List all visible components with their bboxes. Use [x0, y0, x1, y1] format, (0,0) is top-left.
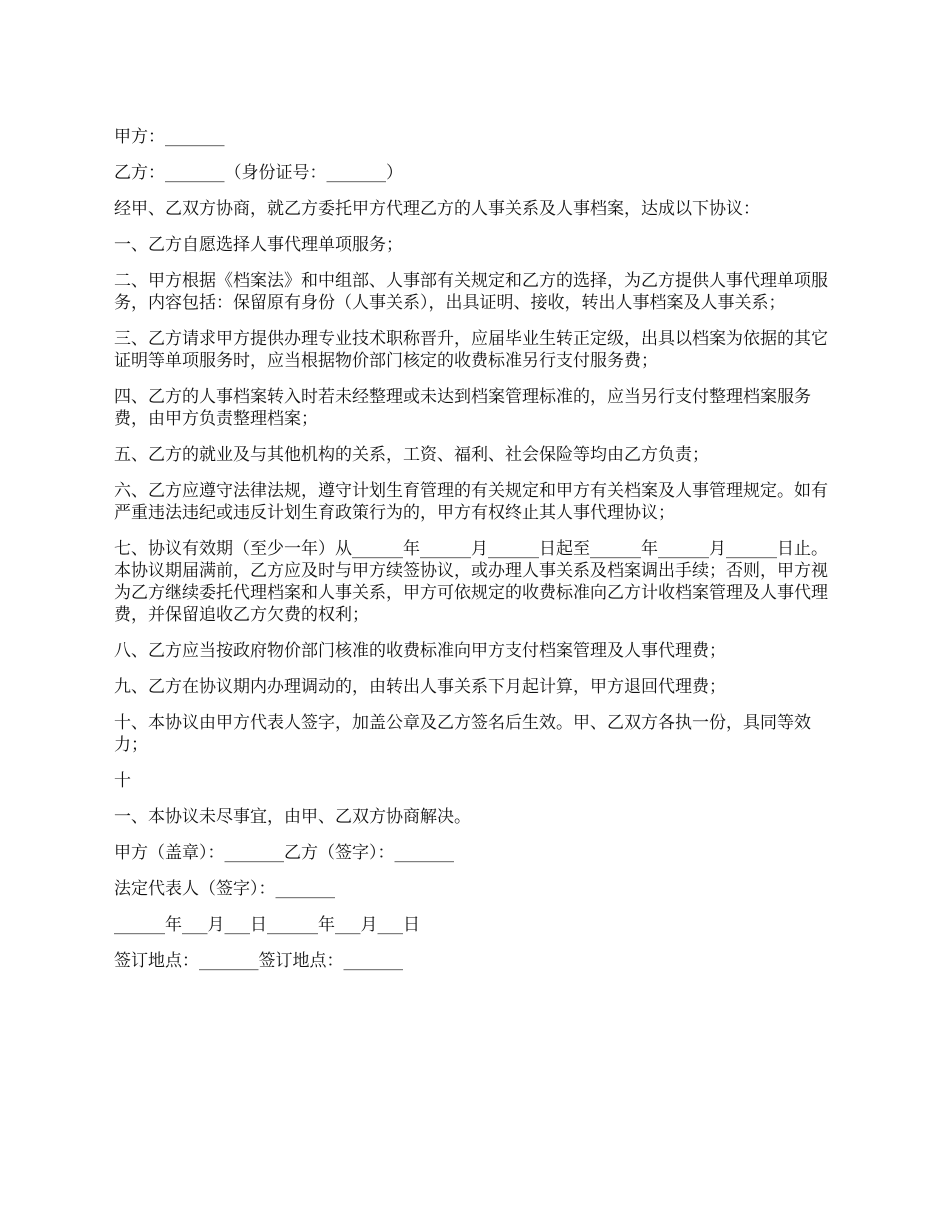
- clause-11-number: 十: [114, 771, 131, 791]
- date-line: ______年___月___日______年___月___日: [114, 915, 420, 935]
- signing-location-line: 签订地点：_______签订地点：_______: [114, 951, 403, 971]
- clause-11-text: 一、本协议未尽事宜，由甲、乙双方协商解决。: [114, 807, 471, 827]
- clause-6: 六、乙方应遵守法律法规，遵守计划生育管理的有关规定和甲方有关档案及人事管理规定。如有严重违法违纪或违反计划生育政策行为的，甲方有权终止其人事代理协议；: [114, 481, 828, 523]
- party-a-line: 甲方：_______: [114, 127, 225, 147]
- clause-2: 二、甲方根据《档案法》和中组部、人事部有关规定和乙方的选择，为乙方提供人事代理单项服务，内容包括：保留原有身份（人事关系），出具证明、接收，转出人事档案及人事关系；: [114, 271, 828, 313]
- clause-1: 一、乙方自愿选择人事代理单项服务；: [114, 235, 403, 255]
- preamble: 经甲、乙双方协商，就乙方委托甲方代理乙方的人事关系及人事档案，达成以下协议：: [114, 199, 760, 219]
- clause-7: 七、协议有效期（至少一年）从______年______月______日起至______年______月______日止。本协议期届满前，乙方应及时与甲方续签协议，或办理人事关系及档案调出手续；否则，甲方视为乙方继续委托代理档案和人事关系，甲方可依规定的收费标准向乙方计收档案管理及人事代理费，并保留追收乙方欠费的权利；: [114, 539, 828, 625]
- clause-4: 四、乙方的人事档案转入时若未经整理或未达到档案管理标准的，应当另行支付整理档案服务费，由甲方负责整理档案；: [114, 387, 811, 429]
- document-body: [114, 126, 844, 986]
- clause-5: 五、乙方的就业及与其他机构的关系，工资、福利、社会保险等均由乙方负责；: [114, 445, 709, 465]
- clause-10: 十、本协议由甲方代表人签字，加盖公章及乙方签名后生效。甲、乙双方各执一份，具同等效力；: [114, 713, 811, 755]
- clause-3: 三、乙方请求甲方提供办理专业技术职称晋升，应届毕业生转正定级，出具以档案为依据的其它证明等单项服务时，应当根据物价部门核定的收费标准另行支付服务费；: [114, 329, 828, 371]
- signature-line: 甲方（盖章）：_______乙方（签字）：_______: [114, 843, 454, 863]
- clause-9: 九、乙方在协议期内办理调动的，由转出人事关系下月起计算，甲方退回代理费；: [114, 677, 726, 697]
- clause-8: 八、乙方应当按政府物价部门核准的收费标准向甲方支付档案管理及人事代理费；: [114, 641, 726, 661]
- party-b-line: 乙方：_______（身份证号：_______）: [114, 163, 403, 183]
- legal-representative-line: 法定代表人（签字）：_______: [114, 879, 335, 899]
